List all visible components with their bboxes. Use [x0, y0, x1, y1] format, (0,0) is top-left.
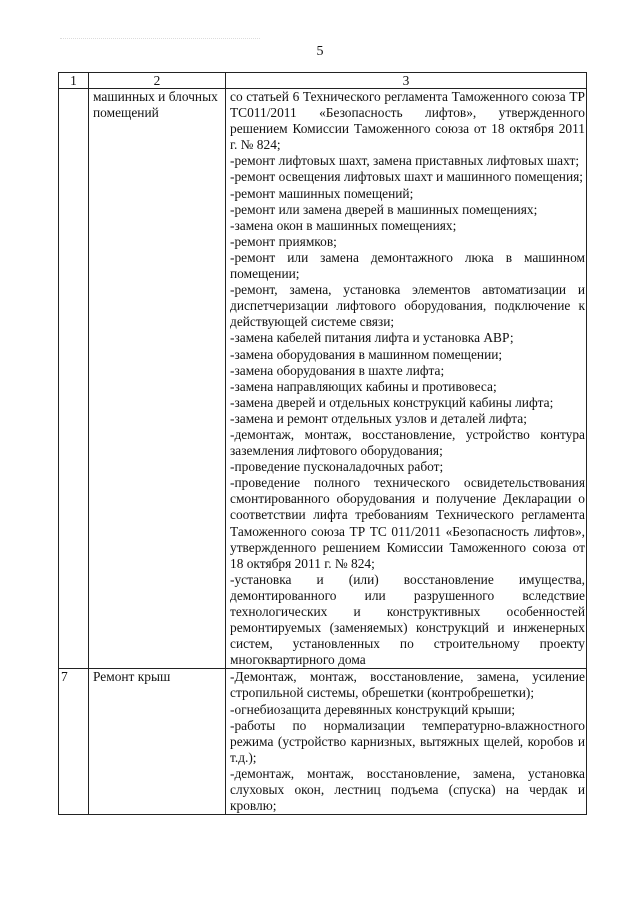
page-number: 5 [316, 44, 324, 59]
work-items-list [226, 669, 587, 815]
row-number [59, 89, 89, 669]
work-items-list [226, 89, 587, 669]
work-item: -замена дверей и отдельных конструкций кабины лифта; [230, 394, 554, 410]
work-type-name: Ремонт крыш [89, 669, 226, 815]
table-header-row [59, 73, 587, 89]
table-row [59, 669, 587, 815]
work-item: -работы по нормализации температурно-влажностного режима (устройство карнизных, вытяжных щелей, коробов и т.д.); [230, 717, 585, 765]
work-item: -ремонт освещения лифтовых шахт и машинного помещения; [230, 169, 583, 185]
works-table [58, 72, 587, 815]
work-item: -замена направляющих кабины и противовеса; [230, 378, 497, 394]
row-number: 7 [59, 669, 89, 815]
work-item: -ремонт или замена демонтажного люка в машинном помещении; [230, 249, 585, 282]
work-item: -замена оборудования в шахте лифта; [230, 362, 445, 378]
work-item: -демонтаж, монтаж, восстановление, замена, установка слуховых окон, лестниц подъема (спуска) на чердак и кровлю; [230, 765, 585, 814]
work-item: -установка и (или) восстановление имущества, демонтированного или разрушенного вследствие технологических и конструктивных особенностей ремонтируемых (заменяемых) конструкций и инженерных систем, установленных по строительному проекту многоквартирного дома [230, 571, 585, 668]
work-item: -замена окон в машинных помещениях; [230, 217, 457, 233]
work-item: -ремонт машинных помещений; [230, 185, 414, 201]
work-item: -проведение пусконаладочных работ; [230, 459, 444, 475]
scan-artifact [60, 38, 260, 41]
work-item: -замена кабелей питания лифта и установка АВР; [230, 330, 514, 346]
work-item: -ремонт приямков; [230, 233, 337, 249]
header-col-3: 3 [226, 73, 587, 89]
work-type-name: машинных и блочных помещений [89, 89, 226, 669]
work-item: -ремонт или замена дверей в машинных помещениях; [230, 201, 538, 217]
header-col-2: 2 [89, 73, 226, 89]
work-item: -ремонт лифтовых шахт, замена приставных лифтовых шахт; [230, 153, 580, 169]
work-item: -проведение полного технического освидетельствования смонтированного оборудования и получение Декларации о соответствии лифта требованиям Технического регламента Таможенного союза ТР ТС 011/2011 «Безопасность лифтов», утвержденного решением Комиссии Таможенного союза от 18 октября 2011 г. № 824; [230, 475, 585, 571]
work-item: -замена и ремонт отдельных узлов и деталей лифта; [230, 410, 527, 426]
work-item: -Демонтаж, монтаж, восстановление, замена, усиление стропильной системы, обрешетки (контробрешетки); [230, 669, 585, 701]
work-item: -ремонт, замена, установка элементов автоматизации и диспетчеризации лифтового оборудования, подключение к действующей системе связи; [230, 282, 585, 330]
table-row [59, 89, 587, 669]
work-item: -замена оборудования в машинном помещении; [230, 346, 503, 362]
work-item: -демонтаж, монтаж, восстановление, устройство контура заземления лифтового оборудования; [230, 426, 585, 459]
work-item: -огнебиозащита деревянных конструкций крыши; [230, 701, 516, 717]
header-col-1: 1 [59, 73, 89, 89]
work-item: со статьей 6 Технического регламента Таможенного союза ТР ТС011/2011 «Безопасность лифтов», утвержденного решением Комиссии Таможенного союза от 18 октября 2011 г. № 824; [230, 89, 585, 153]
